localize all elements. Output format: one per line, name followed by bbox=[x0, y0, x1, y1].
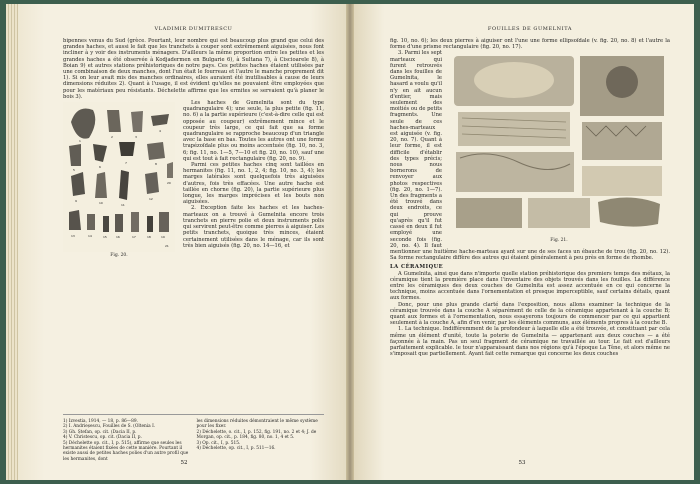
right-header: FOUILLES DE GUMELNITA bbox=[487, 26, 573, 32]
stone-tools-figure bbox=[63, 102, 175, 262]
right-page bbox=[350, 4, 694, 480]
left-page bbox=[18, 4, 350, 480]
right-body bbox=[390, 38, 670, 357]
ceramics-photo bbox=[448, 52, 670, 234]
figure-number: 16 bbox=[116, 235, 120, 240]
footnote: 3) Gh. Ștefan, op. cit. (Dacia II, p. bbox=[63, 429, 137, 435]
ceramics-figure bbox=[448, 52, 670, 242]
book-gutter bbox=[346, 4, 354, 480]
figure-21-caption: Fig. 21. bbox=[550, 237, 568, 243]
footnote: les dimensions réduites démontraient le même système pour les fixer. bbox=[196, 419, 318, 430]
right-paragraph-1: fig. 10, no. 6); les deux pierres à aiguiser ont l'une une forme ellipsoïdale (v. fig. 20, no. 8) et l'autre la forme d'une prisme rectangulaire (fig. 20, no. 17). bbox=[390, 38, 670, 51]
figure-number: 3 bbox=[135, 135, 137, 140]
footnote: 1) Izvestia, 1914, — 18, p. 86—89. bbox=[63, 419, 138, 424]
left-paragraph-3: Parmi ces petites haches cinq sont taillées en hermanites (fig. 11, no. 1, 2, 4; fig. 10, no. 3, 4); les marges latérales sont quelquefois très aiguisées d'autres, fois très effacées. Une autre hache est taillée en chorne (fig. 20), la partie supérieure plus longue, les marges imprécises et les bouts non aiguisées. bbox=[183, 162, 324, 206]
section-title: LA CÉRAMIQUE bbox=[390, 264, 444, 271]
figure-number: 19 bbox=[161, 235, 165, 240]
left-paragraph-1: bipennes venus du Sud (grèce. Pourtant, leur nombre qui est beaucoup plus grand que celui des grandes haches, et aussi le fait que les tranchets à couper sont extrêmement aiguisées, nous font incliner à y voir des instruments ménagers. D'ailleurs la même proportion entre les petites et les grandes haches a été observée à Kodjadermen en Bulgarie 6), à Sultana 7), à Ciscioarele 8), à Boian 9) et autres stations préhistoriques de notre pays. Ces petites haches étaient utilisées par une combinaison de deux manches, dont l'un était le fourreau et l'autre le manche proprement dit 1). Si on leur avait mis des manches ordinaires, elles auraient été inutilisables à cause de leurs dimensions réduites 2). Quant à l'usage, il est évident qu'elles ne pouvaient être employées que pour les matériaux peu résistants. Déchelette affirme que les ermites se servaient qu'à planer le bois 3). bbox=[63, 38, 324, 100]
figure-number: 18 bbox=[147, 235, 151, 240]
footnote: 2) Déchelette, o. cit., I, p. 152, fig. 191, no. 2 et 4; J. de Morgan, op. cit., p. 184, fig. 80, no. 1, 4 et 5. bbox=[196, 429, 317, 441]
footnote: 4) Déchelette, op. cit., I, p. 511—16. bbox=[196, 446, 276, 452]
stone-tools-photo bbox=[63, 102, 175, 252]
figure-number: 10 bbox=[99, 201, 103, 206]
figure-number: 17 bbox=[132, 235, 136, 240]
figure-number: 20 bbox=[167, 181, 171, 186]
figure-number: 6 bbox=[99, 165, 101, 170]
left-footnotes bbox=[63, 414, 324, 462]
figure-number: 7 bbox=[125, 161, 127, 166]
right-paragraph-5: 1. La technique. Indifféremment de la profondeur à laquelle elle a été trouvée, et constituant par cela même un élément d'unité, toute la poterie de Gumelnita — appartenant aux deux couches — a été façonnée à la main. Pas un seul fragment de céramique ne travaillée au tour. Le fait est d'ailleurs parfaitement explicable. le tour n'apparaissant dans nos régions qu'à l'époque La Tène, et alors même ne s'imposait que partiellement. Ayant fait cette remarque qui concerne les deux couches bbox=[390, 326, 670, 358]
figure-number: 8 bbox=[155, 162, 157, 167]
left-paragraph-4: 2. Exception faite les haches et les haches-marteaux on a trouvé à Gumelnita encore trois tranchets en pierre polie et deux instruments polis qui servirent peut-être comme pierres à aiguiser. Les petits tranchets, quoique très minces, étaient certainement utilisées dans le ménage, car ils sont très bien aiguisés (fig. 20, no. 14—16, et bbox=[183, 205, 324, 249]
figure-20-caption: Fig. 20. bbox=[110, 253, 128, 259]
figure-number: 1 bbox=[79, 139, 81, 144]
figure-number: 2 bbox=[111, 135, 113, 140]
figure-number: 9 bbox=[75, 199, 77, 204]
footnotes-column-2 bbox=[197, 419, 325, 462]
figure-number: 11 bbox=[121, 203, 125, 208]
figure-number: 14 bbox=[88, 234, 92, 239]
page-edges bbox=[6, 4, 18, 480]
figure-number: 13 bbox=[71, 234, 75, 239]
footnote: 3) Op. cit., I, p. 515. bbox=[196, 440, 241, 446]
figure-number: 4 bbox=[159, 129, 161, 134]
right-paragraph-4: Donc, pour une plus grande clarté dans l'exposition, nous allons examiner la technique de la céramique trouvée dans la couche A séparément de celle de la céramique appartenant à la couche B; quant aux formes et à l'ornementation, nous essayerons toujours de commencer par ce qui appartient seulement à la couche A, afin d'en venir, par les éléments communs, aux éléments propres à la couche B. bbox=[390, 301, 670, 327]
footnote: 5) Déchelette op. cit., I, p. 515), affirme que seules les hermanites étaient fixées de cette manière. Pourtant il existe aussi de petites haches polies d'un autre profil que les hermanites, dont bbox=[63, 440, 189, 462]
right-paragraph-2: 3. Parmi les sept marteaux qui furent retrouvés dans les fouilles de Gumelnita, le hasard a voulu qu'il n'y en ait aucun d'entier, mais seulement des moitiés ou de petits fragments. Une seule de ces haches-marteaux est aiguisée (v. fig. 20, no. 7). Quant à leur forme, il est difficile d'établir des types précis; nous nous bornerons de renvoyer aux photos respectives (fig. 20, no. 1—7). Un des fragments a été trouvé dans deux endroits, ce qui prouve qu'après qu'il fut cassé en deux il fut employé une seconde fois (fig. 20, no. 4). Il faut mentionner une huitième hache-marteau ayant sur une de ses faces un ébauche de trou (fig. 20, no. 12). Sa forme rectangulaire diffère des autres qui étaient généralement à peu près en forme de rhombe. bbox=[390, 50, 670, 262]
right-page-number: 53 bbox=[518, 460, 526, 466]
left-body bbox=[63, 38, 324, 259]
right-paragraph-3: A Gumelnita, ainsi que dans n'importe quelle station préhistorique des premiers temps des métaux, la céramique tient la première place dans l'inventaire des objets trouvés dans les fouilles. La différence entre les céramiques des deux couches de Gumelnita est assez accentuée en ce qui concerne la technique, moins accentuée dans l'ornementation et presque imperceptible, sauf certains détails, quant aux formes. bbox=[390, 270, 670, 302]
figure-number: 21 bbox=[165, 244, 169, 249]
left-header: VLADIMIR DUMITRESCU bbox=[154, 26, 233, 32]
figure-number: 5 bbox=[73, 168, 75, 173]
left-paragraph-2: Les haches de Gumelnita sont du type quadrangulaire 4); une seule, la plus petite (fig. 11, no. 6) a la partie supérieure (c'est-à-dire celle qui est opposée au coupeur) extrêmement mince et le coupeur très large, ce qui fait que sa forme quadrangulaire se rapproche beaucoup d'un triangle avec la base en bas. Toutes les autres ont une forme trapézoïdale plus ou moins accentuée (fig. 10, no. 3, 6; fig. 11, no. 1—5, 7—10 et fig. 20, no. 10), sauf une qui est tout à fait rectangulaire (fig. 20, no. 9). bbox=[183, 100, 324, 162]
left-page-number: 52 bbox=[180, 460, 188, 466]
figure-number: 12 bbox=[149, 197, 153, 202]
footnote: 2) I. Andrieșescu, Fouilles de S. (Oltenia I. bbox=[63, 424, 156, 430]
footnotes-column-1 bbox=[63, 419, 191, 462]
figure-number: 15 bbox=[103, 235, 107, 240]
footnote: 4) V. Christescu, op. cit. (Dacia II, p. bbox=[63, 435, 142, 441]
